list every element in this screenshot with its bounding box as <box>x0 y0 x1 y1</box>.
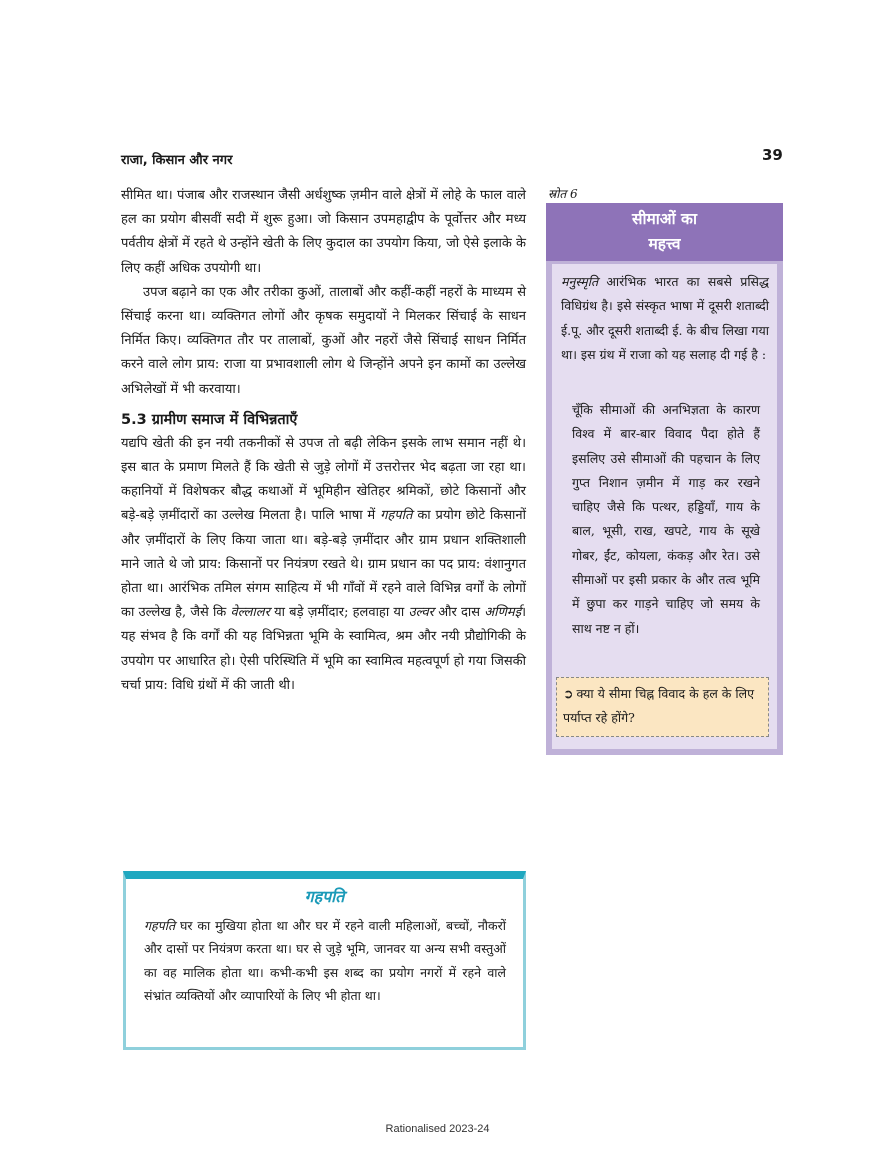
source-intro-text: आरंभिक भारत का सबसे प्रसिद्ध विधिग्रंथ है। इसे संस्कृत भाषा में दूसरी शताब्दी ई.पू. और दूसरी शताब्दी ई. के बीच लिखा गया था। इस ग्रंथ में राजा को यह सलाह दी गई है : <box>561 274 769 362</box>
source-title-line-1: सीमाओं का <box>632 210 697 228</box>
source-intro <box>561 270 769 367</box>
page-number: 39 <box>762 146 783 164</box>
gloss-body <box>144 914 506 1007</box>
paragraph-3 <box>121 432 526 698</box>
section-heading: 5.3 ग्रामीण समाज में विभिन्नताएँ <box>121 411 298 428</box>
running-title: राजा, किसान और नगर <box>121 153 233 168</box>
question-text: क्या ये सीमा चिह्न विवाद के हल के लिए पर्याप्त रहे होंगे? <box>563 686 754 725</box>
gloss-term: गहपति <box>144 918 176 933</box>
paragraph-3-part-3: या बड़े ज़मींदार; हलवाहा या <box>269 605 409 621</box>
footer-text: Rationalised 2023-24 <box>385 1123 490 1135</box>
source-label: स्रोत 6 <box>548 187 578 201</box>
main-text-column <box>121 184 526 698</box>
paragraph-3-part-4: और दास <box>434 605 485 621</box>
source-quote: चूँकि सीमाओं की अनभिज्ञता के कारण विश्व में बार-बार विवाद पैदा होते हैं इसलिए उसे सीमाओं की पहचान के लिए गुप्त निशान ज़मीन में गाड़ कर रखने चाहिए जैसे कि पत्थर, हड्डियाँ, गाय के बाल, भूसी, राख, खपटे, गाय के सूखे गोबर, ईंट, कोयला, कंकड़ और रेत। उसे सीमाओं पर इसी प्रकार के और तत्व भूमि में छुपा कर गाड़ने चाहिए जो समय के साथ नष्ट न हों। <box>572 402 760 636</box>
paragraph-3-part-1: यद्यपि खेती की इन नयी तकनीकों से उपज तो बढ़ी लेकिन इसके लाभ समान नहीं थे। इस बात के प्रमाण मिलते हैं कि खेती से जुड़े लोगों में उत्तरोत्तर भेद बढ़ता जा रहा था। कहानियों में विशेषकर बौद्ध कथाओं में भूमिहीन खेतिहर श्रमिकों, छोटे किसानों और बड़े-बड़े ज़मींदारों का उल्लेख मिलता है। पालि भाषा में <box>121 435 526 524</box>
paragraph-1: सीमित था। पंजाब और राजस्थान जैसी अर्धशुष्क ज़मीन वाले क्षेत्रों में लोहे के फाल वाले हल का प्रयोग बीसवीं सदी में शुरू हुआ। जो किसान उपमहाद्वीप के पूर्वोत्तर और मध्य पर्वतीय क्षेत्रों में रहते थे उन्होंने खेती के लिए कुदाल का उपयोग किया, जो ऐसे इलाके के लिए कहीं अधिक उपयोगी था। <box>121 188 526 276</box>
paragraph-3-part-2: का प्रयोग छोटे किसानों और ज़मींदारों के लिए किया जाता था। बड़े-बड़े ज़मींदार और ग्राम प्रधान शक्तिशाली माने जाते थे जो प्राय: किसानों पर नियंत्रण रखते थे। ग्राम प्रधान का पद प्राय: वंशानुगत होता था। आरंभिक तमिल संगम साहित्य में भी गाँवों में रहने वाले विभिन्न वर्गों के लोगों का उल्लेख है, जैसे कि <box>121 508 527 621</box>
arrow-bullet-icon: ➲ <box>563 686 574 701</box>
term-vellalar: वेल्लालर <box>230 605 270 621</box>
term-uzhavar: उल्वर <box>408 605 435 621</box>
term-gahapati: गहपति <box>380 508 413 524</box>
question-box <box>556 677 769 737</box>
source-intro-term: मनुस्मृति <box>561 274 599 289</box>
paragraph-3-part-5: । यह संभव है कि वर्गों की यह विभिन्नता भूमि के स्वामित्व, श्रम और नयी प्रौद्योगिकी के उपयोग पर आधारित हो। ऐसी परिस्थिति में भूमि का स्वामित्व महत्वपूर्ण हो गया जिसकी चर्चा प्राय: विधि ग्रंथों में की जाती थी। <box>121 605 527 693</box>
gloss-title: गहपति <box>304 887 345 906</box>
source-title-line-2: महत्त्व <box>648 235 681 253</box>
term-adimai: अणिमई <box>484 605 522 621</box>
source-title <box>546 203 783 261</box>
gloss-text: घर का मुखिया होता था और घर में रहने वाली महिलाओं, बच्चों, नौकरों और दासों पर नियंत्रण करता था। घर से जुड़े भूमि, जानवर या अन्य सभी वस्तुओं का वह मालिक होता था। कभी-कभी इस शब्द का प्रयोग नगरों में रहने वाले संभ्रांत व्यक्तियों और व्यापारियों के लिए भी होता था। <box>144 918 506 1003</box>
paragraph-2: उपज बढ़ाने का एक और तरीका कुओं, तालाबों और कहीं-कहीं नहरों के माध्यम से सिंचाई करना था। व्यक्तिगत लोगों और कृषक समुदायों ने मिलकर सिंचाई के साधन निर्मित किए। व्यक्तिगत तौर पर तालाबों, कुओं और नहरों जैसे सिंचाई साधन निर्मित करने वाले लोग प्राय: राजा या प्रभावशाली लोग थे जिन्होंने अपने इन कामों का उल्लेख अभिलेखों में भी करवाया। <box>121 284 526 397</box>
